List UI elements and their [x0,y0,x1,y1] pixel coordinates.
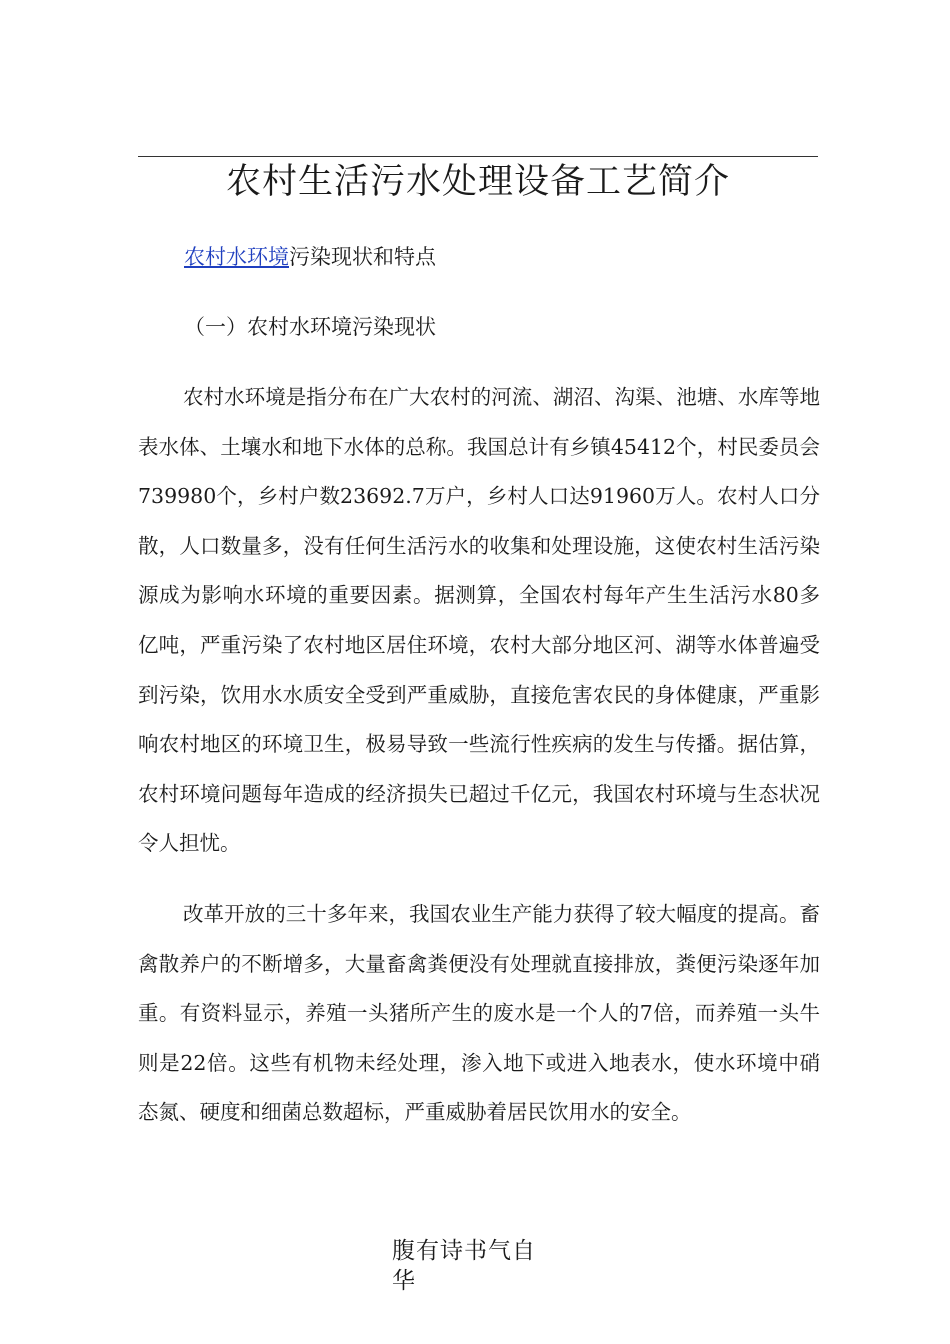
document-title: 农村生活污水处理设备工艺简介 [225,162,730,202]
paragraph-2: 改革开放的三十多年来，我国农业生产能力获得了较大幅度的提高。畜禽散养户的不断增多，大量畜禽粪便没有处理就直接排放，粪便污染逐年加重。有资料显示，养殖一头猪所产生的废水是一个人的7倍，而养殖一头牛则是22倍。这些有机物未经处理，渗入地下或进入地表水，使水环境中硝态氮、硬度和细菌总数超标，严重威胁着居民饮用水的安全。 [138,902,820,1125]
heading-rest-text: 污染现状和特点 [289,245,436,269]
subsection-heading: （一）农村水环境污染现状 [184,315,436,339]
footer-slogan: 腹有诗书气自华 [392,1238,536,1294]
paragraph-1: 农村水环境是指分布在广大农村的河流、湖沼、沟渠、池塘、水库等地表水体、土壤水和地下水体的总称。我国总计有乡镇45412个，村民委员会739980个，乡村户数23692.7万户，乡村人口达91960万人。农村人口分散，人口数量多，没有任何生活污水的收集和处理设施，这使农村生活污染源成为影响水环境的重要因素。据测算，全国农村每年产生生活污水80多亿吨，严重污染了农村地区居住环境，农村大部分地区河、湖等水体普遍受到污染，饮用水水质安全受到严重威胁，直接危害农民的身体健康，严重影响农村地区的环境卫生，极易导致一些流行性疾病的发生与传播。据估算，农村环境问题每年造成的经济损失已超过千亿元，我国农村环境与生态状况令人担忧。 [138,385,820,856]
heading-link[interactable]: 农村水环境 [184,245,289,269]
section-heading [184,240,436,274]
title-top-rule [138,156,818,157]
